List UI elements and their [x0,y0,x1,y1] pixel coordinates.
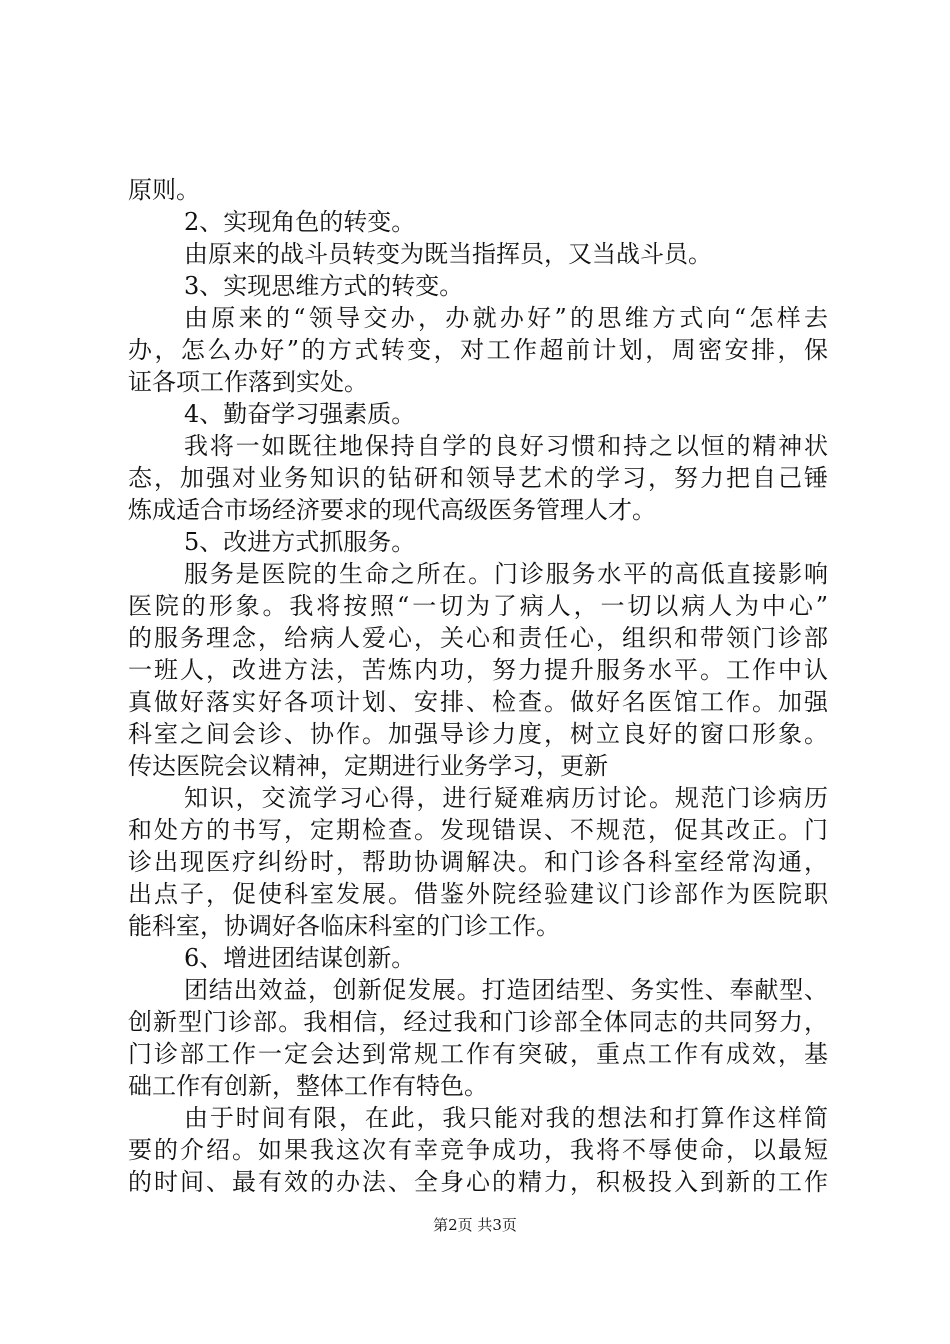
text-line: 创新型门诊部。我相信，经过我和门诊部全体同志的共同努力， [128,1008,828,1036]
text-line: 服务是医院的生命之所在。门诊服务水平的高低直接影响 [184,560,828,588]
text-line: 团结出效益，创新促发展。打造团结型、务实性、奉献型、 [184,976,828,1004]
text-line: 3、实现思维方式的转变。 [184,272,464,300]
text-line: 证各项工作落到实处。 [128,368,368,396]
text-line: 由于时间有限，在此，我只能对我的想法和打算作这样简 [184,1104,828,1132]
text-line: 要的介绍。如果我这次有幸竞争成功，我将不辱使命，以最短 [128,1136,828,1164]
text-line: 出点子，促使科室发展。借鉴外院经验建议门诊部作为医院职 [128,880,828,908]
text-line: 我将一如既往地保持自学的良好习惯和持之以恒的精神状 [184,432,828,460]
text-line: 能科室，协调好各临床科室的门诊工作。 [128,912,560,940]
page-footer [0,1215,950,1235]
text-line: 医院的形象。我将按照“一切为了病人，一切以病人为中心” [128,592,828,620]
text-line: 科室之间会诊、协作。加强导诊力度，树立良好的窗口形象。 [128,720,828,748]
text-line: 由原来的“领导交办，办就办好”的思维方式向“怎样去 [184,304,828,332]
text-line: 门诊部工作一定会达到常规工作有突破，重点工作有成效，基 [128,1040,828,1068]
text-line: 办，怎么办好”的方式转变，对工作超前计划，周密安排，保 [128,336,828,364]
text-line: 由原来的战斗员转变为既当指挥员，又当战斗员。 [184,240,712,268]
text-line: 一班人，改进方法，苦炼内功，努力提升服务水平。工作中认 [128,656,828,684]
page-number-label: 第2页 共3页 [433,1216,517,1234]
text-line: 的服务理念，给病人爱心，关心和责任心，组织和带领门诊部 [128,624,828,652]
document-body [128,174,828,1198]
text-line: 5、改进方式抓服务。 [184,528,416,556]
text-line: 诊出现医疗纠纷时，帮助协调解决。和门诊各科室经常沟通， [128,848,828,876]
text-line: 知识，交流学习心得，进行疑难病历讨论。规范门诊病历 [184,784,828,812]
text-line: 6、增进团结谋创新。 [184,944,416,972]
text-line: 础工作有创新，整体工作有特色。 [128,1072,488,1100]
text-line: 和处方的书写，定期检查。发现错误、不规范，促其改正。门 [128,816,828,844]
text-line: 2、实现角色的转变。 [184,208,416,236]
text-line: 炼成适合市场经济要求的现代高级医务管理人才。 [128,496,656,524]
text-line: 态，加强对业务知识的钻研和领导艺术的学习，努力把自己锤 [128,464,828,492]
text-line: 真做好落实好各项计划、安排、检查。做好名医馆工作。加强 [128,688,828,716]
text-line: 4、勤奋学习强素质。 [184,400,416,428]
text-line: 传达医院会议精神，定期进行业务学习，更新 [128,752,608,780]
text-line: 原则。 [128,176,200,204]
text-line: 的时间、最有效的办法、全身心的精力，积极投入到新的工作 [128,1168,828,1196]
